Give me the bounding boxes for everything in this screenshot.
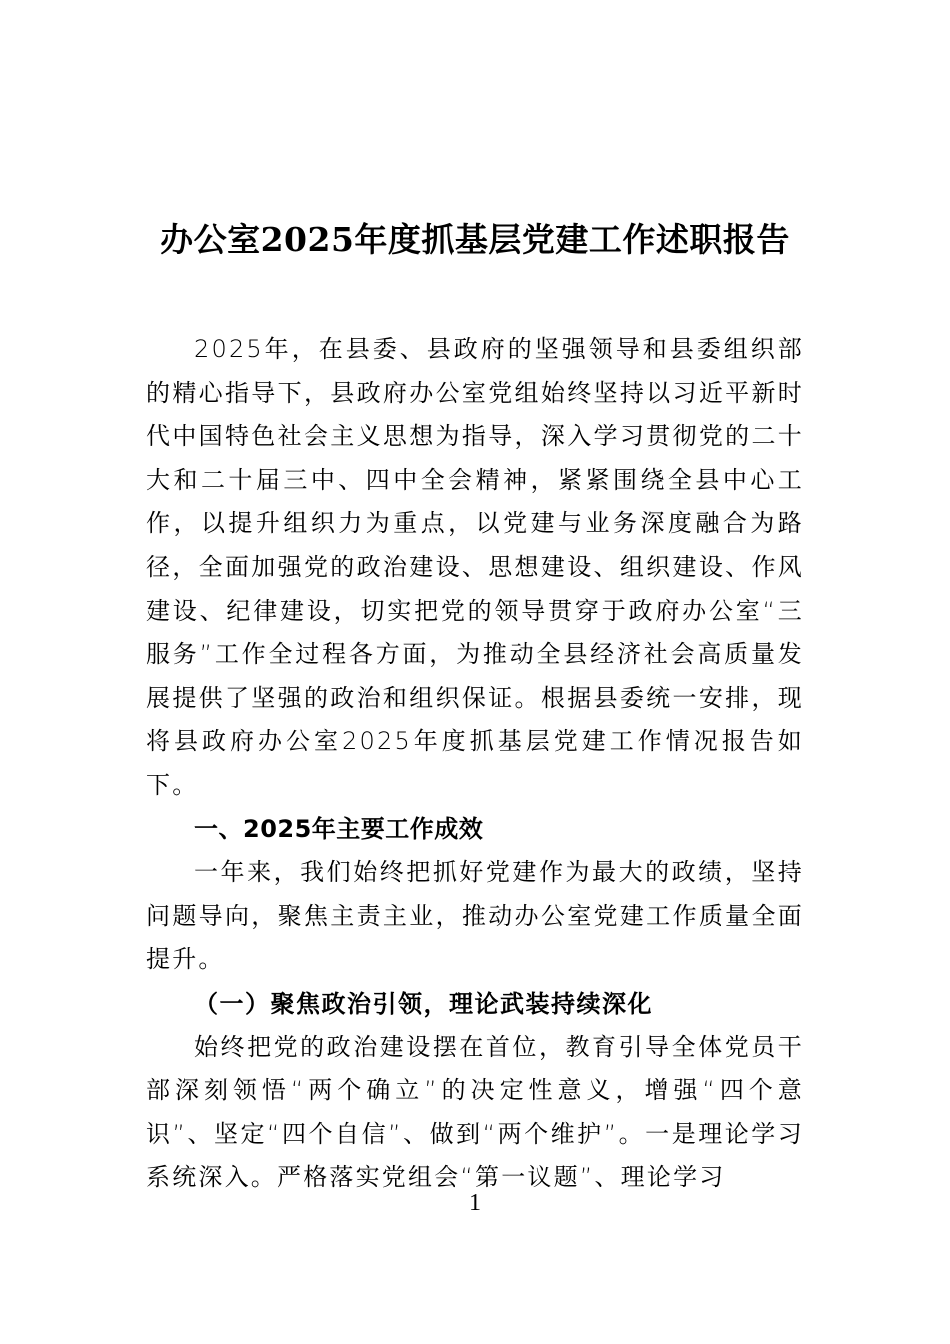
document-body bbox=[146, 328, 804, 1200]
subsection-heading-1: （一）聚焦政治引领，理论武装持续深化 bbox=[194, 988, 653, 1018]
document-title: 办公室2025年度抓基层党建工作述职报告 bbox=[160, 220, 790, 260]
section-1-intro-paragraph: 一年来，我们始终把抓好党建作为最大的政绩，坚持问题导向，聚焦主责主业，推动办公室党建工作质量全面提升。 bbox=[146, 858, 804, 974]
page-number: 1 bbox=[469, 1190, 481, 1216]
intro-paragraph: 2025年，在县委、县政府的坚强领导和县委组织部的精心指导下，县政府办公室党组始终坚持以习近平新时代中国特色社会主义思想为指导，深入学习贯彻党的二十大和二十届三中、四中全会精神，紧紧围绕全县中心工作，以提升组织力为重点，以党建与业务深度融合为路径，全面加强党的政治建设、思想建设、组织建设、作风建设、纪律建设，切实把党的领导贯穿于政府办公室“三服务”工作全过程各方面，为推动全县经济社会高质量发展提供了坚强的政治和组织保证。根据县委统一安排，现将县政府办公室2025年度抓基层党建工作情况报告如下。 bbox=[146, 335, 804, 799]
section-heading-1: 一、2025年主要工作成效 bbox=[194, 814, 484, 843]
subsection-1-body-paragraph: 始终把党的政治建设摆在首位，教育引导全体党员干部深刻领悟“两个确立”的决定性意义，增强“四个意识”、坚定“四个自信”、做到“两个维护”。一是理论学习系统深入。严格落实党组会“第一议题”、理论学习 bbox=[146, 1032, 804, 1192]
